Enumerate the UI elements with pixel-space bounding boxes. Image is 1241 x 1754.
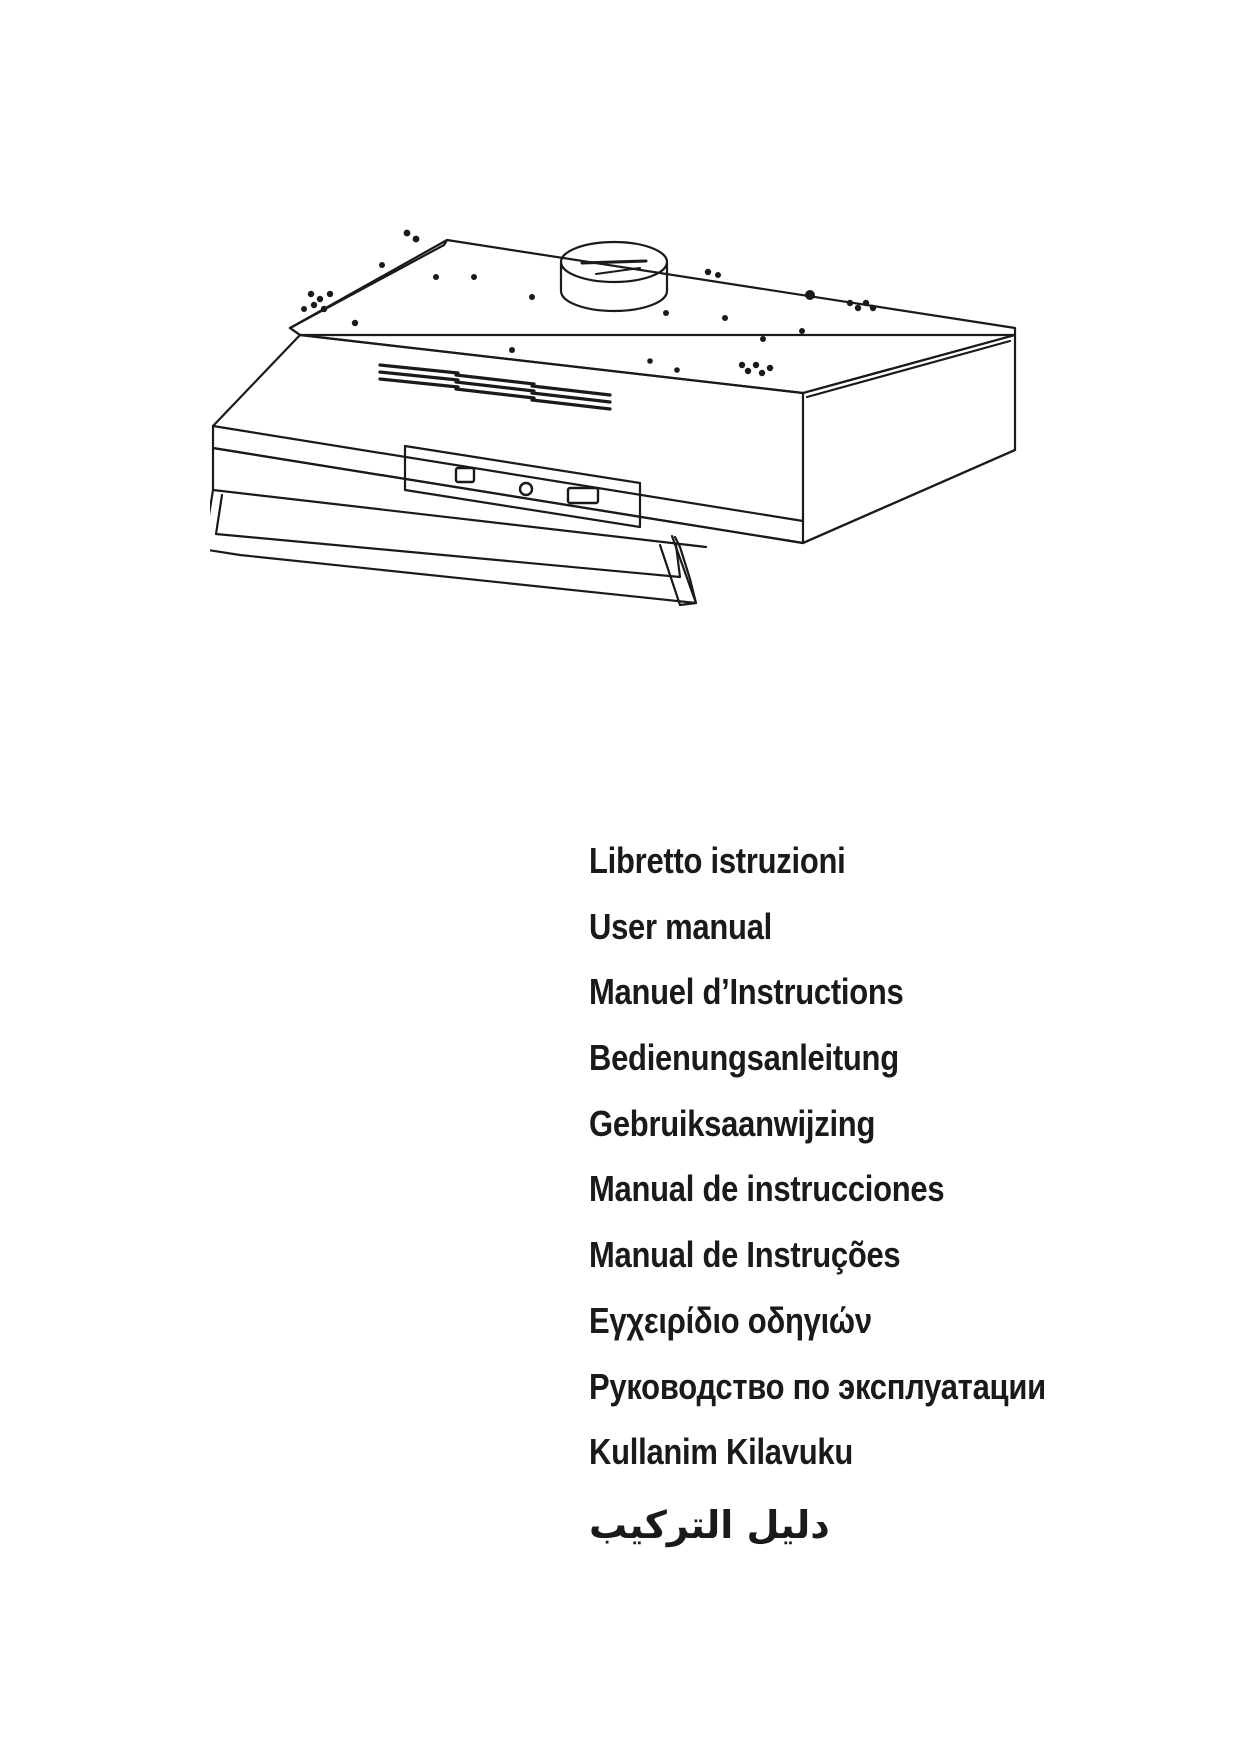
air-vents	[380, 365, 610, 409]
hood-top-panel	[290, 240, 1015, 335]
title-dutch: Gebruiksaanwijzing	[589, 1102, 876, 1144]
title-italian: Libretto istruzioni	[589, 840, 846, 881]
control-panel	[405, 446, 640, 527]
fan-switch	[456, 468, 474, 482]
visor-right-bracket	[660, 536, 696, 605]
hood-right-side	[803, 335, 1015, 543]
title-french: Manuel d’Instructions	[589, 971, 904, 1013]
exhaust-collar	[561, 242, 667, 311]
title-greek: Εγχειρίδιο οδηγιών	[589, 1299, 872, 1341]
title-portuguese: Manual de Instruções	[589, 1234, 901, 1276]
title-turkish: Kullanim Kilavuku	[589, 1431, 853, 1473]
manual-title-list	[589, 828, 1189, 1559]
hood-right-side-inner	[807, 341, 1010, 397]
title-english: User manual	[589, 905, 773, 947]
indicator-light	[520, 483, 532, 495]
hood-front-band-lower	[213, 448, 1015, 543]
title-spanish: Manual de instrucciones	[589, 1168, 945, 1210]
title-arabic: دليل التركيب	[589, 1502, 830, 1547]
cooker-hood-illustration	[210, 225, 1030, 700]
visor-handle	[210, 490, 696, 603]
title-russian: Руководство по эксплуатации	[589, 1365, 1046, 1407]
light-switch	[568, 488, 598, 503]
hood-front-slope	[213, 335, 803, 543]
title-german: Bedienungsanleitung	[589, 1037, 899, 1079]
mounting-holes	[301, 230, 876, 377]
